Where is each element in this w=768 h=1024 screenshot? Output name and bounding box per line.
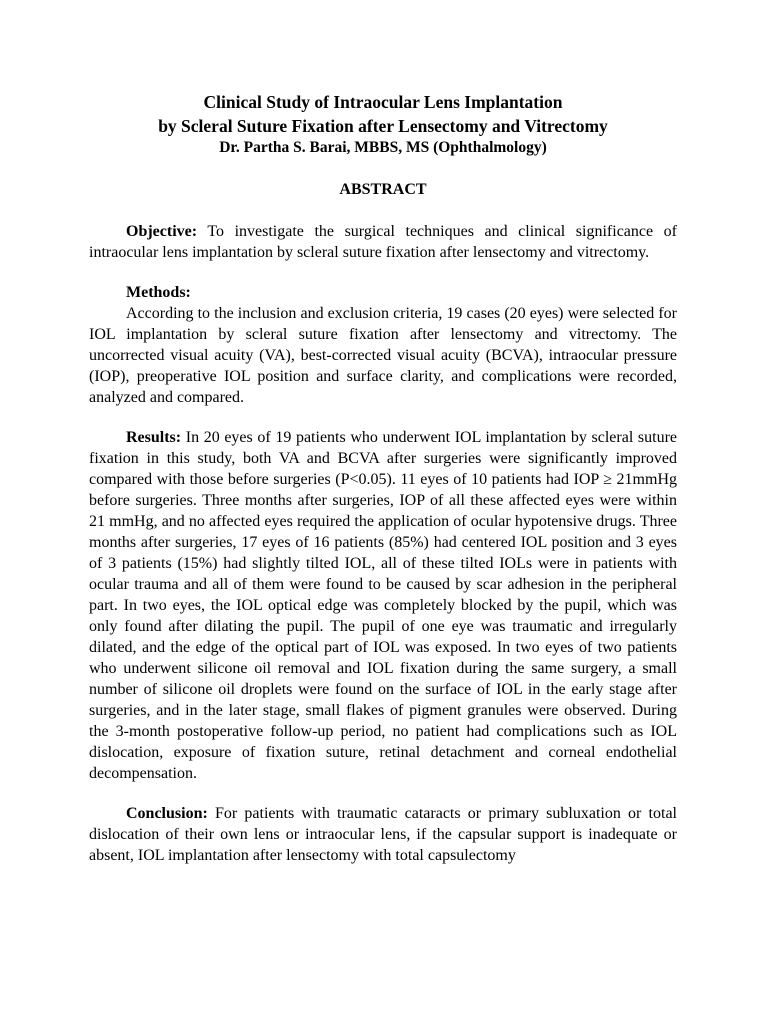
section-spacer — [89, 263, 677, 282]
author-line: Dr. Partha S. Barai, MBBS, MS (Ophthalmology) — [219, 139, 547, 156]
abstract-heading: ABSTRACT — [339, 181, 427, 198]
title-line-2: by Scleral Suture Fixation after Lensectomy and Vitrectomy — [158, 116, 608, 136]
results-text: In 20 eyes of 19 patients who underwent IOL implantation by scleral suture fixation in this study, both VA and BCVA after surgeries were significantly improved compared with those before surgeries (P<0.05). 11 eyes of 10 patients had IOP ≥ 21mmHg before surgeries. Three months after surgeries, IOP of all these affected eyes were within 21 mmHg, and no affected eyes required the application of ocular hypotensive drugs. Three months after surgeries, 17 eyes of 16 patients (85%) had centered IOL position and 3 eyes of 3 patients (15%) had slightly tilted IOL, all of these tilted IOLs were in patients with ocular trauma and all of them were found to be caused by scar adhesion in the peripheral part. In two eyes, the IOL optical edge was completely blocked by the pupil, which was only found after dilating the pupil. The pupil of one eye was traumatic and irregularly dilated, and the edge of the optical part of IOL was exposed. In two eyes of two patients who underwent silicone oil removal and IOL fixation during the same surgery, a small number of silicone oil droplets were found on the surface of IOL in the early stage after surgeries, and in the later stage, small flakes of pigment granules were observed. During the 3-month postoperative follow-up period, no patient had complications such as IOL dislocation, exposure of fixation suture, retinal detachment and corneal endothelial decompensation. — [89, 429, 677, 782]
results-label: Results: — [126, 429, 182, 446]
objective-label: Objective: — [126, 223, 198, 240]
objective-text: To investigate the surgical techniques and clinical significance of intraocular lens implantation by scleral suture fixation after lensectomy and vitrectomy. — [89, 223, 677, 261]
objective-paragraph — [89, 221, 677, 263]
methods-label: Methods: — [126, 284, 191, 301]
results-paragraph — [89, 427, 677, 784]
conclusion-paragraph — [89, 803, 677, 866]
methods-text: According to the inclusion and exclusion criteria, 19 cases (20 eyes) were selected for IOL implantation by scleral suture fixation after lensectomy and vitrectomy. The uncorrected visual acuity (VA), best-corrected visual acuity (BCVA), intraocular pressure (IOP), preoperative IOL position and surface clarity, and complications were recorded, analyzed and compared. — [89, 305, 677, 406]
document-page — [89, 90, 677, 866]
section-spacer — [89, 408, 677, 427]
conclusion-label: Conclusion: — [126, 805, 208, 822]
conclusion-text: For patients with traumatic cataracts or primary subluxation or total dislocation of their own lens or intraocular lens, if the capsular support is inadequate or absent, IOL implantation after lensectomy with total capsulectomy — [89, 805, 677, 864]
section-spacer — [89, 784, 677, 803]
title-line-1: Clinical Study of Intraocular Lens Implantation — [203, 92, 563, 112]
document-title — [89, 90, 677, 138]
